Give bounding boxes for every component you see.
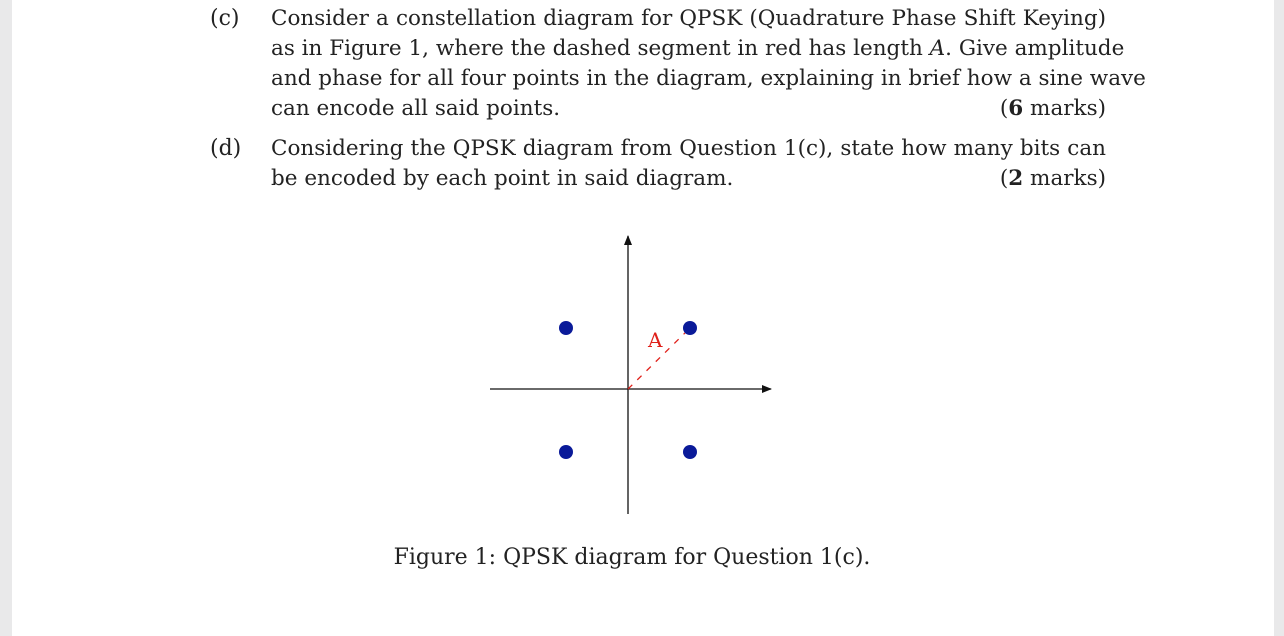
- marks-open: (: [999, 166, 1009, 191]
- question-d-line-2-text: be encoded by each point in said diagram.: [271, 166, 734, 191]
- question-d-label: (d): [210, 136, 242, 161]
- question-c-line-1: Consider a constellation diagram for QPSK (Quadrature Phase Shift Keying): [271, 6, 1106, 31]
- marks-number: 2: [1008, 166, 1024, 191]
- constellation-point-q1: [683, 321, 697, 335]
- qpsk-constellation-diagram: [490, 232, 775, 517]
- length-variable: A: [929, 36, 946, 61]
- document-page: [12, 0, 1274, 636]
- figure-caption: Figure 1: QPSK diagram for Question 1(c).: [393, 545, 871, 570]
- marks-close: marks): [1023, 166, 1106, 191]
- question-d-marks: [1000, 164, 1106, 194]
- question-c-line-2-start: as in Figure 1, where the dashed segment in red has length: [271, 36, 930, 61]
- question-d-line-1: Considering the QPSK diagram from Question 1(c), state how many bits can: [271, 136, 1106, 161]
- question-c-line-3: and phase for all four points in the diagram, explaining in brief how a sine wave: [271, 66, 1146, 91]
- marks-open: (: [999, 96, 1009, 121]
- question-c-line-2-end: . Give amplitude: [945, 36, 1125, 61]
- question-c-marks: [1000, 94, 1106, 124]
- constellation-point-q4: [683, 445, 697, 459]
- question-c-line-4: [271, 94, 1106, 124]
- question-c-line-4-text: can encode all said points.: [271, 96, 561, 121]
- question-c-text: [271, 4, 1146, 124]
- segment-label: A: [648, 328, 663, 352]
- question-c-label: (c): [210, 6, 240, 31]
- marks-number: 6: [1008, 96, 1024, 121]
- question-c-line-2: [271, 34, 1125, 64]
- constellation-point-q3: [559, 445, 573, 459]
- marks-close: marks): [1023, 96, 1106, 121]
- question-d-text: [271, 134, 1106, 194]
- constellation-point-q2: [559, 321, 573, 335]
- question-d-line-2: [271, 164, 1106, 194]
